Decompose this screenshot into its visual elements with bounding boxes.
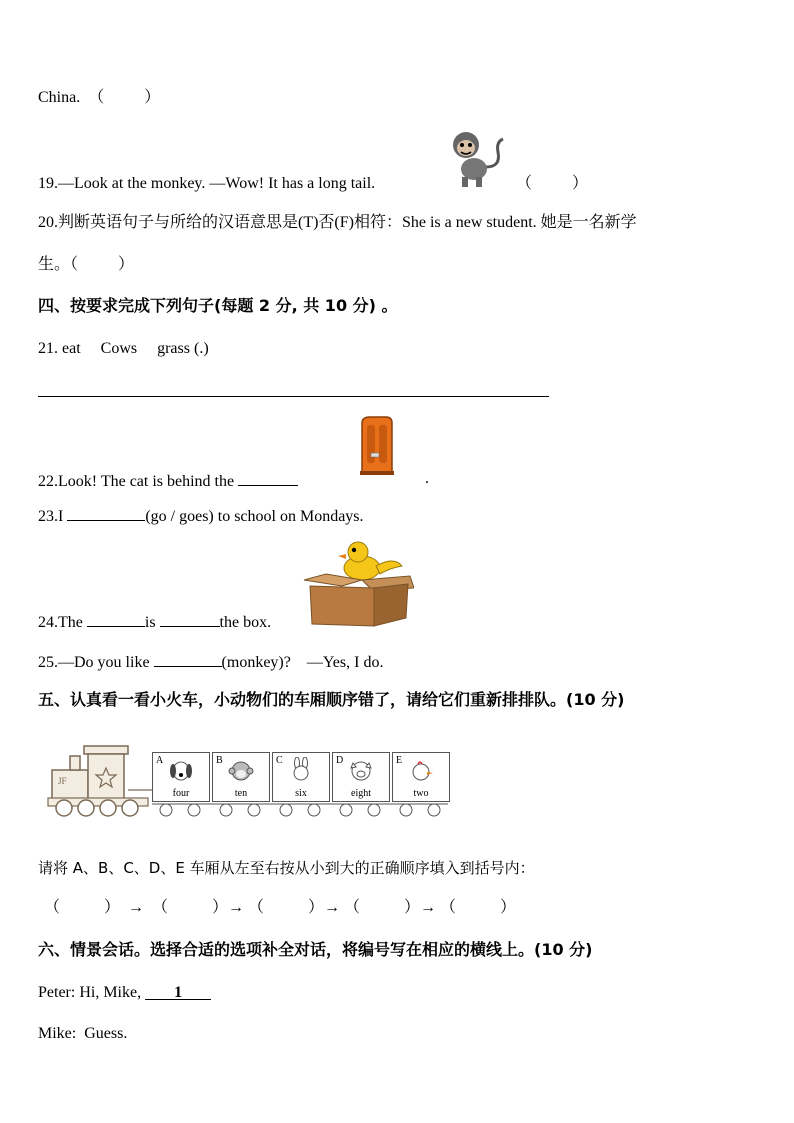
question-22: 22.Look! The cat is behind the — [38, 469, 298, 492]
q24-blank-2[interactable] — [160, 610, 220, 627]
train-car-a: A four — [152, 752, 210, 802]
question-19: 19.—Look at the monkey. —Wow! It has a long tail. — [38, 175, 376, 192]
train-wheels — [152, 800, 452, 820]
svg-text:JF: JF — [58, 776, 67, 786]
section-5-answer-line[interactable]: （ ） → （ ）→ （ ）→ （ ）→ （ ） — [44, 899, 517, 916]
q18-tail: China. （ ） — [38, 89, 161, 106]
question-20-line1: 20.判断英语句子与所给的汉语意思是(T)否(F)相符：She is a new student. 她是一名新学 — [38, 214, 637, 231]
monkey-icon — [227, 759, 255, 783]
q23-blank[interactable] — [67, 504, 145, 521]
q22-period: . — [425, 470, 429, 487]
train-car-b: B ten — [212, 752, 270, 802]
section-6-title: 六、情景会话。选择合适的选项补全对话，将编号写在相应的横线上。(10 分) — [38, 940, 593, 959]
train-picture — [46, 742, 456, 820]
question-24: 24.The is the box. — [38, 610, 271, 633]
section-5-title: 五、认真看一看小火车，小动物们的车厢顺序错了，请给它们重新排排队。(10 分) — [38, 690, 625, 709]
question-20-line2: 生。（ ） — [38, 256, 135, 273]
question-23: 23.I (go / goes) to school on Mondays. — [38, 504, 364, 527]
section-5-instruction: 请将 A、B、C、D、E 车厢从左至右按从小到大的正确顺序填入到括号内： — [38, 859, 535, 877]
train-car-c: C six — [272, 752, 330, 802]
q22-blank[interactable] — [238, 469, 298, 486]
dog-icon — [167, 759, 195, 783]
duck-in-box-picture — [302, 538, 414, 628]
q25-blank[interactable] — [154, 650, 222, 667]
chick-icon — [407, 759, 435, 783]
q24-blank-1[interactable] — [87, 610, 145, 627]
question-25: 25.—Do you like (monkey)? —Yes, I do. — [38, 650, 383, 673]
q21-answer-line[interactable] — [38, 396, 549, 397]
question-21: 21. eat Cows grass (.) — [38, 340, 209, 357]
dialog-blank-1[interactable]: 1 — [145, 983, 211, 1000]
pig-icon — [347, 759, 375, 783]
train-engine-picture — [46, 742, 152, 820]
door-picture — [358, 415, 396, 477]
q19-answer-paren[interactable]: （ ） — [516, 175, 589, 192]
dialog-line-peter: Peter: Hi, Mike, 1 — [38, 983, 211, 1003]
monkey-picture — [446, 127, 506, 189]
dialog-line-mike: Mike: Guess. — [38, 1025, 128, 1042]
train-car-e: E two — [392, 752, 450, 802]
rabbit-icon — [287, 757, 315, 781]
section-4-title: 四、按要求完成下列句子(每题 2 分, 共 10 分) 。 — [38, 296, 398, 315]
train-car-d: D eight — [332, 752, 390, 802]
